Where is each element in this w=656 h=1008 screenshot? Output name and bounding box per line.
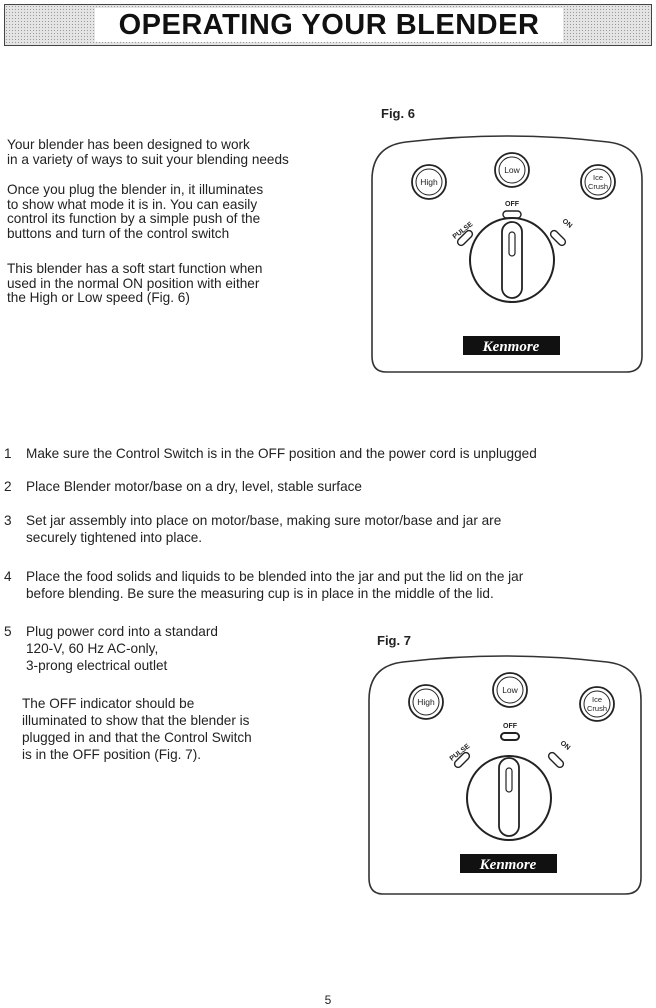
text-line: to show what mode it is in. You can easily: [7, 196, 258, 212]
step-text-line: 120-V, 60 Hz AC-only,: [26, 641, 159, 656]
on-label: ON: [560, 217, 574, 230]
intro-paragraph-2: [7, 183, 263, 241]
crush-label: Crush: [586, 704, 608, 713]
kenmore-logo: [460, 854, 557, 873]
ice-label: Ice: [591, 695, 603, 704]
note-line: illuminated to show that the blender is: [22, 713, 250, 728]
text-line: used in the normal ON position with either: [7, 275, 260, 291]
page-title: OPERATING YOUR BLENDER: [95, 8, 563, 42]
text-line: Once you plug the blender in, it illuminates: [7, 182, 264, 197]
fig7-label: Fig. 7: [377, 633, 411, 648]
note-line: is in the OFF position (Fig. 7).: [22, 747, 202, 762]
control-switch-knob[interactable]: [470, 218, 554, 302]
text-line: control its function by a simple push of the: [7, 211, 261, 226]
brand-text: Kenmore: [479, 857, 537, 873]
step-number: 3: [4, 513, 12, 528]
step-text-line: Plug power cord into a standard: [26, 624, 218, 639]
low-button[interactable]: [495, 153, 529, 187]
off-label: OFF: [503, 723, 517, 730]
on-label: ON: [558, 739, 572, 752]
kenmore-logo: [463, 336, 560, 355]
off-label: OFF: [505, 201, 519, 208]
step-number: 5: [4, 624, 12, 639]
text-line: buttons and turn of the control switch: [7, 225, 230, 241]
ice-crush-button[interactable]: [581, 165, 615, 199]
step-text-line: Place the food solids and liquids to be blended into the jar and put the lid on the jar: [26, 569, 524, 584]
step-5-note: [22, 695, 252, 763]
off-indicator-light-illuminated: [501, 733, 519, 740]
intro-paragraph-3: [7, 262, 262, 306]
step-number: 4: [4, 569, 12, 584]
crush-label: Crush: [587, 182, 609, 191]
control-switch-knob[interactable]: [467, 756, 551, 840]
off-indicator-light: [503, 211, 521, 218]
step-text: Place Blender motor/base on a dry, level, stable surface: [26, 479, 362, 494]
text-line: This blender has a soft start function when: [7, 261, 263, 276]
ice-crush-button[interactable]: [580, 687, 614, 721]
step-text-line: Set jar assembly into place on motor/base, making sure motor/base and jar are: [26, 513, 502, 528]
step-5: [4, 623, 344, 677]
step-text-line: securely tightened into place.: [26, 530, 203, 545]
on-indicator-light: [547, 751, 565, 769]
control-panel-fig7: [363, 648, 647, 898]
step-number: 2: [4, 479, 12, 494]
page-number: 5: [324, 993, 332, 1007]
intro-paragraph-1: [7, 138, 289, 167]
control-panel-fig6: [366, 128, 648, 376]
step-2: [4, 478, 652, 496]
ice-label: Ice: [592, 173, 604, 182]
header-banner: [4, 4, 652, 46]
low-button[interactable]: [493, 673, 527, 707]
text-line: Your blender has been designed to work: [7, 137, 250, 152]
fig6-label: Fig. 6: [381, 106, 415, 121]
step-4: [4, 568, 652, 604]
note-line: plugged in and that the Control Switch: [22, 730, 252, 745]
high-button[interactable]: [409, 685, 443, 719]
pulse-label: PULSE: [451, 220, 475, 241]
text-line: the High or Low speed (Fig. 6): [7, 290, 190, 305]
low-label: Low: [502, 685, 518, 695]
step-text-line: before blending. Be sure the measuring cup is in place in the middle of the lid.: [26, 586, 494, 601]
high-button[interactable]: [412, 165, 446, 199]
note-line: The OFF indicator should be: [22, 696, 195, 711]
brand-text: Kenmore: [482, 339, 540, 355]
step-1: [4, 445, 652, 463]
text-line: in a variety of ways to suit your blending needs: [7, 151, 289, 167]
step-text-line: 3-prong electrical outlet: [26, 658, 168, 673]
low-label: Low: [504, 165, 520, 175]
pulse-label: PULSE: [448, 742, 472, 763]
step-3: [4, 512, 652, 548]
high-label: High: [420, 177, 438, 187]
step-number: 1: [4, 446, 12, 461]
step-text: Make sure the Control Switch is in the OFF position and the power cord is unplugged: [26, 446, 537, 461]
high-label: High: [417, 697, 435, 707]
